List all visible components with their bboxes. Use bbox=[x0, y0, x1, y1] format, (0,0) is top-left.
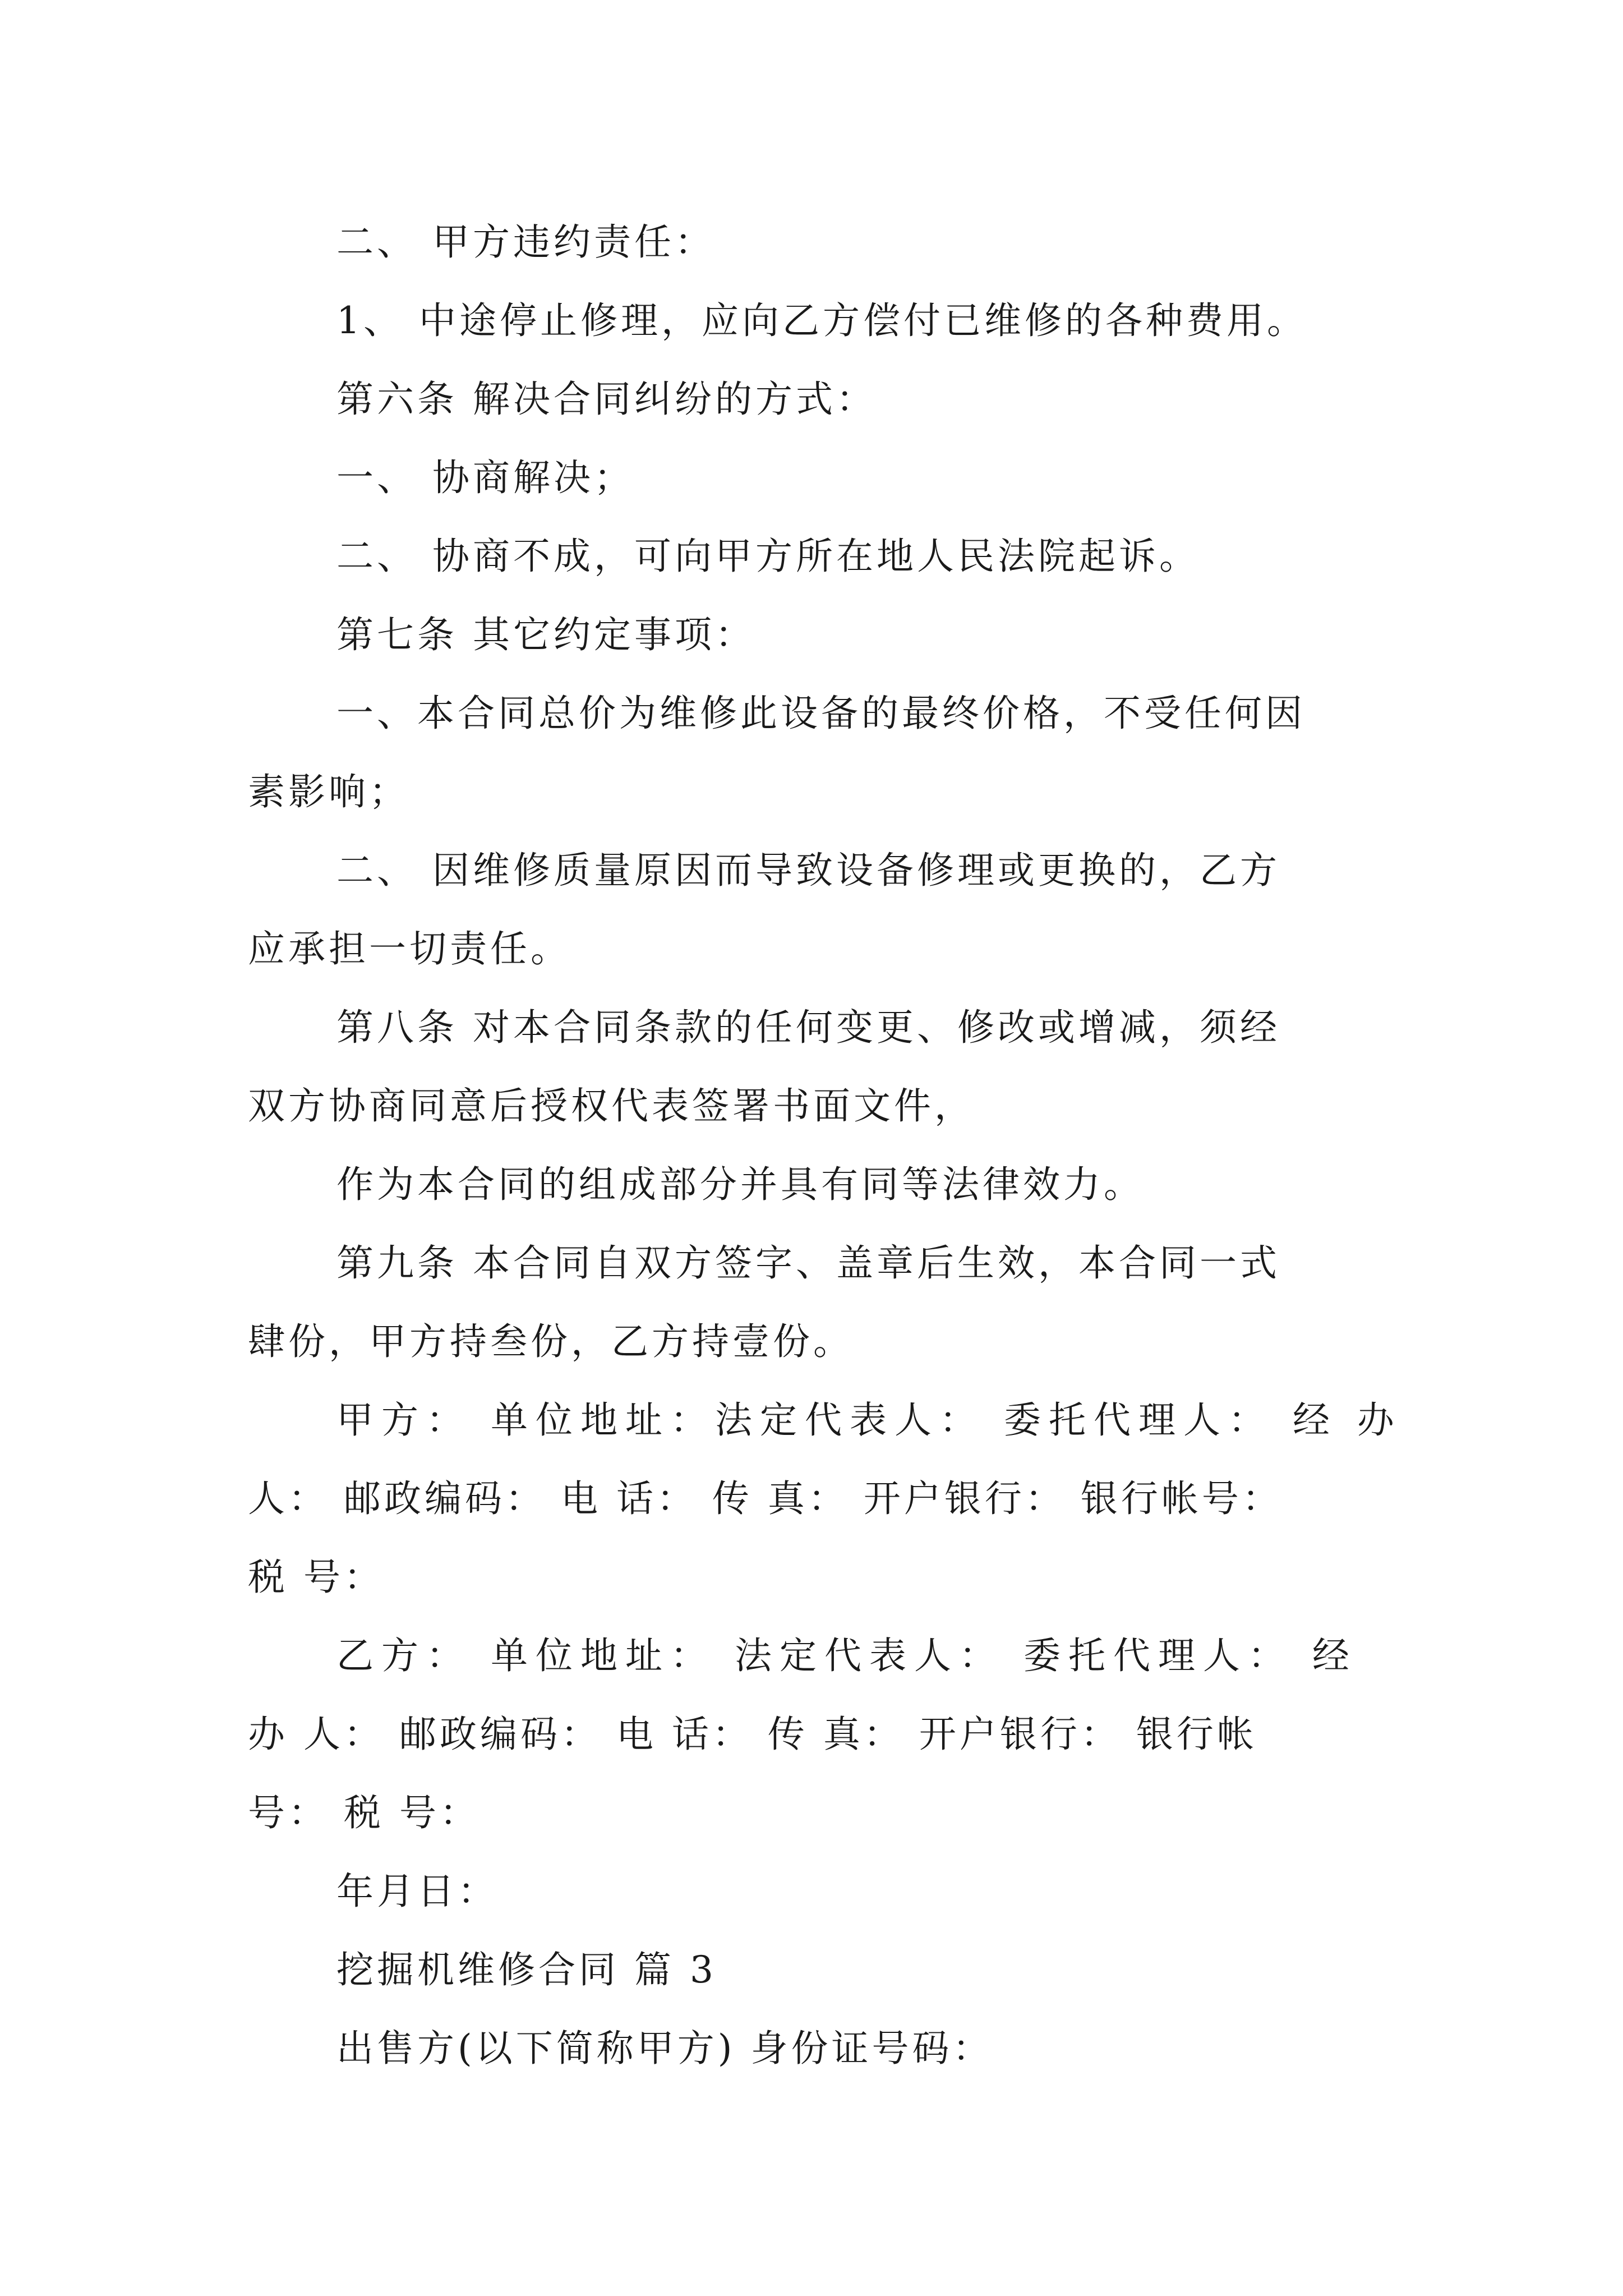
party-a-line: 甲方： 单位地址：法定代表人： 委托代理人： 经 办 bbox=[336, 1398, 1402, 1442]
party-b-line: 办 人： 邮政编码： 电 话： 传 真： 开户银行： 银行帐 bbox=[248, 1713, 1257, 1756]
clause-line: 二、 甲方违约责任： bbox=[336, 220, 715, 264]
clause-line: 一、本合同总价为维修此设备的最终价格，不受任何因 bbox=[336, 692, 1306, 735]
clause-line: 肆份，甲方持叁份，乙方持壹份。 bbox=[248, 1320, 854, 1363]
clause-line: 作为本合同的组成部分并具有同等法律效力。 bbox=[336, 1163, 1144, 1206]
clause-line: 一、 协商解决； bbox=[336, 456, 634, 499]
date-line: 年月日： bbox=[336, 1870, 498, 1913]
article-heading: 第八条 对本合同条款的任何变更、修改或增减，须经 bbox=[336, 1006, 1280, 1049]
clause-line: 素影响； bbox=[248, 770, 409, 813]
party-b-line: 乙方： 单位地址： 法定代表人： 委托代理人： 经 bbox=[336, 1634, 1357, 1677]
article-heading: 第七条 其它约定事项： bbox=[336, 613, 755, 656]
clause-line: 1、 中途停止修理，应向乙方偿付已维修的各种费用。 bbox=[336, 299, 1307, 342]
article-heading: 第九条 本合同自双方签字、盖章后生效，本合同一式 bbox=[336, 1241, 1280, 1285]
clause-line: 双方协商同意后授权代表签署书面文件， bbox=[248, 1084, 975, 1128]
party-b-line: 号： 税 号： bbox=[248, 1791, 480, 1834]
clause-line: 二、 协商不成，可向甲方所在地人民法院起诉。 bbox=[336, 535, 1200, 578]
article-heading: 第六条 解决合同纠纷的方式： bbox=[336, 378, 877, 421]
seller-line: 出售方(以下简称甲方) 身份证号码： bbox=[336, 2027, 993, 2070]
party-a-line: 人： 邮政编码： 电 话： 传 真： 开户银行： 银行帐号： bbox=[248, 1477, 1283, 1520]
party-a-line: 税 号： bbox=[248, 1556, 384, 1599]
section-title: 挖掘机维修合同 篇 3 bbox=[336, 1948, 717, 1991]
clause-line: 二、 因维修质量原因而导致设备修理或更换的，乙方 bbox=[336, 849, 1280, 892]
clause-line: 应承担一切责任。 bbox=[248, 927, 571, 970]
